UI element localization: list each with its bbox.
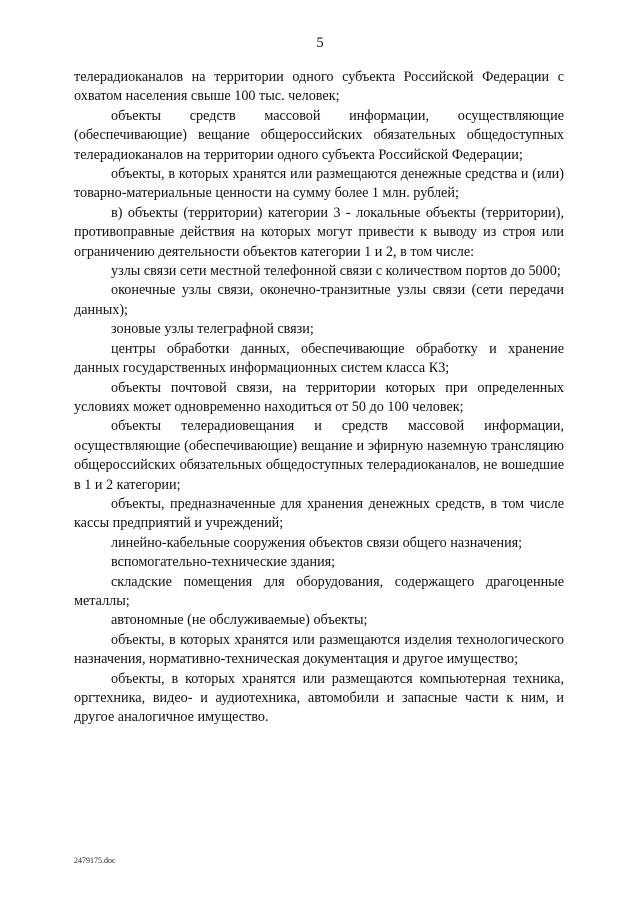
paragraph-7: зоновые узлы телеграфной связи; [111, 321, 314, 338]
paragraph-8: центры обработки данных, обеспечивающие обработку и хранение данных государственных информационных систем класса К3; [74, 340, 564, 377]
paragraph-3: объекты, в которых хранятся или размещаются денежные средства и (или) товарно-материальные ценности на сумму более 1 млн. рублей; [74, 166, 564, 202]
paragraph-9: объекты почтовой связи, на территории которых при определенных условиях может одновременно находиться от 50 до 100 человек; [74, 379, 564, 415]
paragraph-15: автономные (не обслуживаемые) объекты; [111, 612, 368, 629]
paragraph-12: линейно-кабельные сооружения объектов связи общего назначения; [111, 534, 523, 551]
paragraph-5: узлы связи сети местной телефонной связи с количеством портов до 5000; [111, 263, 561, 280]
page-number: 5 [316, 35, 324, 51]
paragraph-6: оконечные узлы связи, оконечно-транзитные узлы связи (сети передачи данных); [74, 282, 564, 318]
paragraph-1: телерадиоканалов на территории одного субъекта Российской Федерации с охватом населения свыше 100 тыс. человек; [74, 69, 564, 105]
paragraph-14: складские помещения для оборудования, содержащего драгоценные металлы; [74, 573, 564, 609]
footer-file-code: 2479175.doc [74, 856, 116, 865]
paragraph-2: объекты средств массовой информации, осуществляющие (обеспечивающие) вещание общероссийских обязательных общедоступных телерадиоканалов на территории одного субъекта Российской Федерации; [74, 107, 564, 163]
paragraph-13: вспомогательно-технические здания; [111, 554, 336, 571]
paragraph-11: объекты, предназначенные для хранения денежных средств, в том числе кассы предприятий и учреждений; [74, 495, 564, 532]
paragraph-10: объекты телерадиовещания и средств массовой информации, осуществляющие (обеспечивающие) вещание и эфирную наземную трансляцию общероссийских обязательных общедоступных телерадиоканалов, не вошедшие в 1 и 2 категории; [74, 418, 564, 493]
paragraph-17: объекты, в которых хранятся или размещаются компьютерная техника, оргтехника, видео- и аудиотехника, автомобили и запасные части к ним, и другое аналогичное имущество. [74, 670, 564, 726]
paragraph-16: объекты, в которых хранятся или размещаются изделия технологического назначения, нормативно-техническая документация и другое имущество; [74, 631, 564, 668]
paragraph-4: в) объекты (территории) категории 3 - локальные объекты (территории), противоправные действия на которых могут привести к выводу из строя или ограничению деятельности объектов категории 1 и 2, в том числе: [74, 204, 564, 260]
document-body [74, 68, 564, 728]
